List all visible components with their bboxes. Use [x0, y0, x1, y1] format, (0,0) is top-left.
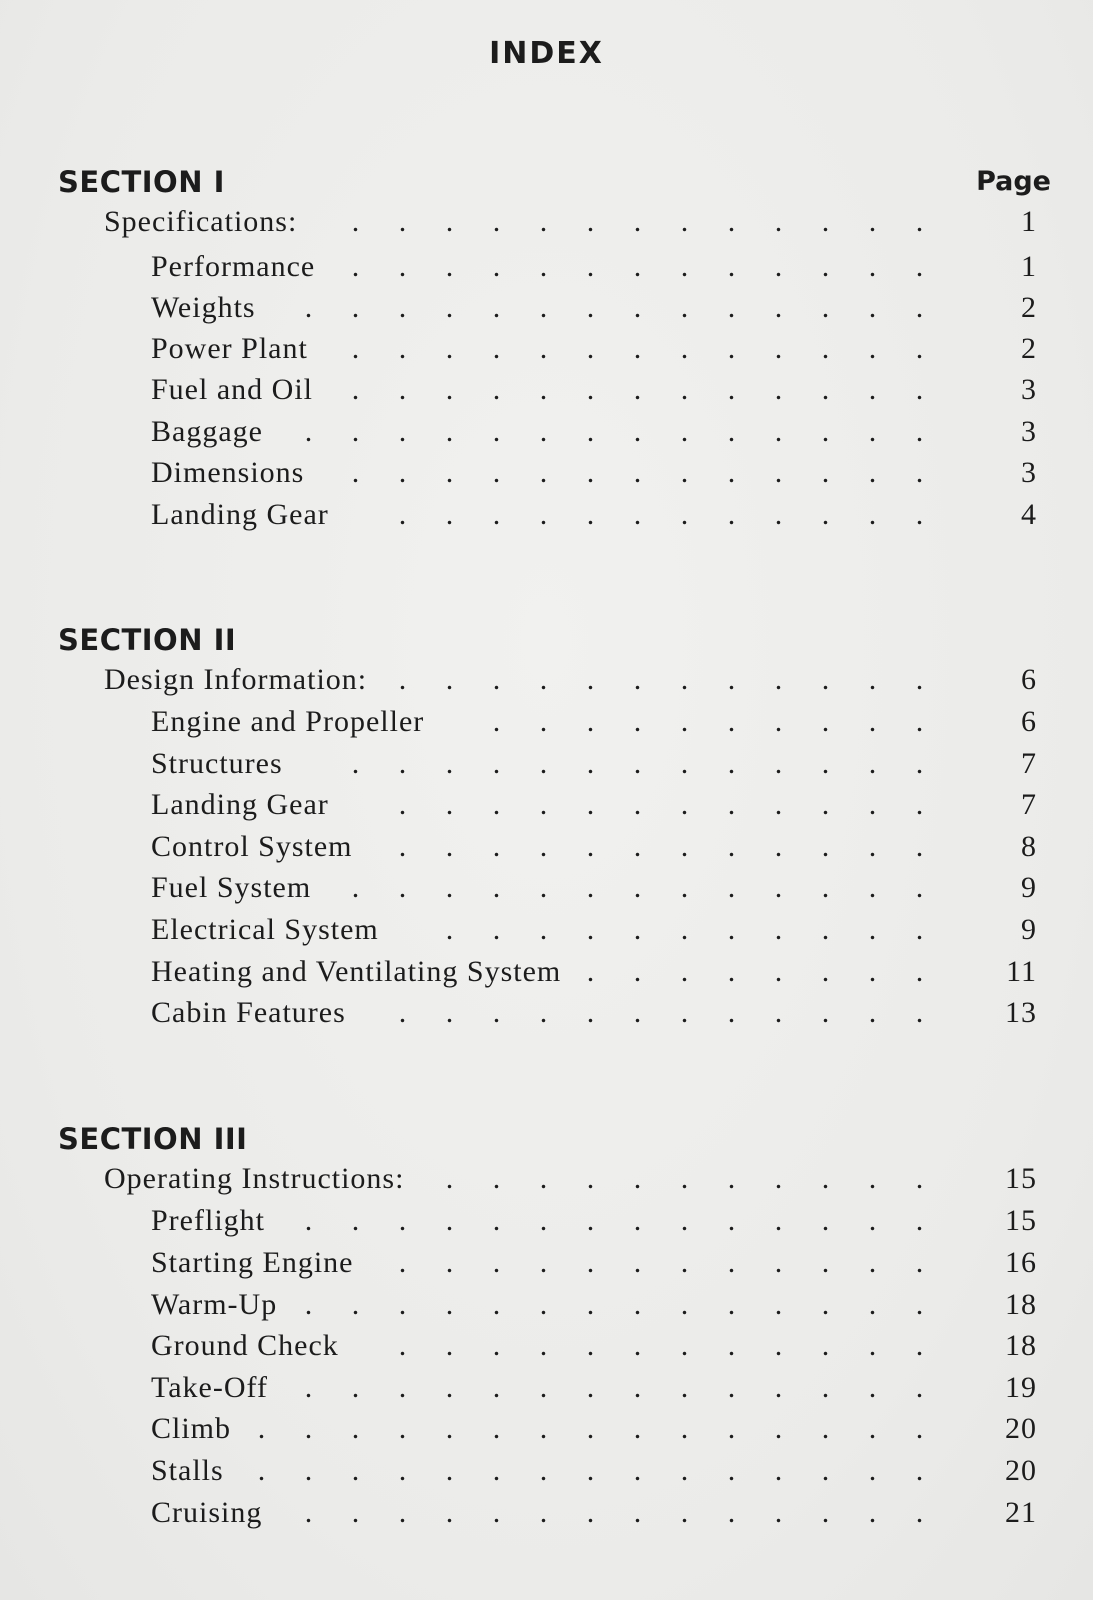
toc-entry-label: Control System — [151, 830, 353, 863]
toc-entry-label: Power Plant — [151, 332, 308, 365]
toc-entry[interactable] — [0, 1496, 1093, 1534]
toc-entry-label: Structures — [151, 747, 283, 780]
toc-entry[interactable] — [0, 1371, 1093, 1409]
toc-entry-label: Starting Engine — [151, 1246, 354, 1279]
toc-entry-label: Fuel System — [151, 871, 312, 904]
toc-entry-label: Warm-Up — [151, 1288, 278, 1321]
toc-entry-label: Performance — [151, 250, 316, 283]
toc-entry[interactable] — [0, 1288, 1093, 1326]
toc-entry-page-number: 1 — [1021, 205, 1037, 238]
toc-entry[interactable] — [0, 747, 1093, 785]
dot-leader: ............ — [398, 498, 924, 531]
dot-leader: ............ — [398, 1329, 924, 1362]
toc-entry[interactable] — [0, 1162, 1093, 1200]
dot-leader: ........... — [445, 1162, 924, 1195]
toc-entry-page-number: 7 — [1021, 788, 1037, 821]
dot-leader: ............. — [351, 332, 924, 365]
toc-entry-page-number: 11 — [1006, 955, 1037, 988]
toc-entry-label: Dimensions — [151, 456, 305, 489]
toc-entry[interactable] — [0, 1454, 1093, 1492]
toc-entry[interactable] — [0, 291, 1093, 329]
toc-entry[interactable] — [0, 913, 1093, 951]
toc-entry[interactable] — [0, 205, 1093, 243]
dot-leader: ............. — [351, 871, 924, 904]
toc-entry-label: Heating and Ventilating System — [151, 955, 562, 988]
toc-entry-page-number: 8 — [1021, 830, 1037, 863]
toc-entry-page-number: 13 — [1005, 996, 1037, 1029]
toc-entry-page-number: 20 — [1005, 1412, 1037, 1445]
toc-entry-page-number: 7 — [1021, 747, 1037, 780]
toc-entry-page-number: 9 — [1021, 871, 1037, 904]
toc-entry-label: Electrical System — [151, 913, 379, 946]
toc-entry[interactable] — [0, 373, 1093, 411]
toc-entry-page-number: 21 — [1005, 1496, 1037, 1529]
toc-entry[interactable] — [0, 332, 1093, 370]
toc-entry-label: Climb — [151, 1412, 232, 1445]
toc-entry-page-number: 16 — [1005, 1246, 1037, 1279]
toc-entry-label: Ground Check — [151, 1329, 339, 1362]
toc-entry[interactable] — [0, 456, 1093, 494]
toc-entry-label: Preflight — [151, 1204, 265, 1237]
dot-leader: ............. — [351, 205, 924, 238]
page-title: INDEX — [489, 36, 604, 71]
dot-leader: .............. — [304, 1288, 924, 1321]
toc-entry-page-number: 4 — [1021, 498, 1037, 531]
dot-leader: ........... — [445, 913, 924, 946]
dot-leader: ............ — [398, 788, 924, 821]
toc-entry-label: Landing Gear — [151, 498, 329, 531]
toc-entry-page-number: 18 — [1005, 1288, 1037, 1321]
toc-entry-label: Design Information: — [104, 663, 368, 696]
dot-leader: .............. — [304, 415, 924, 448]
toc-entry[interactable] — [0, 498, 1093, 536]
toc-entry[interactable] — [0, 1329, 1093, 1367]
section-heading: SECTION I — [58, 165, 225, 199]
toc-entry-page-number: 15 — [1005, 1162, 1037, 1195]
toc-entry-label: Cruising — [151, 1496, 263, 1529]
toc-entry[interactable] — [0, 788, 1093, 826]
dot-leader: .............. — [304, 1204, 924, 1237]
toc-entry[interactable] — [0, 955, 1093, 993]
toc-entry[interactable] — [0, 415, 1093, 453]
section-heading: SECTION III — [58, 1122, 248, 1156]
toc-entry-page-number: 2 — [1021, 332, 1037, 365]
toc-entry-label: Baggage — [151, 415, 263, 448]
toc-entry[interactable] — [0, 1246, 1093, 1284]
dot-leader: ............... — [257, 1412, 924, 1445]
section-heading: SECTION II — [58, 623, 237, 657]
toc-entry-label: Operating Instructions: — [104, 1162, 405, 1195]
toc-entry-page-number: 6 — [1021, 663, 1037, 696]
toc-entry[interactable] — [0, 996, 1093, 1034]
dot-leader: .............. — [304, 1496, 924, 1529]
toc-entry-label: Fuel and Oil — [151, 373, 313, 406]
dot-leader: ............. — [351, 250, 924, 283]
dot-leader: ............ — [398, 663, 924, 696]
toc-entry-page-number: 1 — [1021, 250, 1037, 283]
toc-entry-page-number: 18 — [1005, 1329, 1037, 1362]
dot-leader: .............. — [304, 1371, 924, 1404]
toc-entry-label: Engine and Propeller — [151, 705, 425, 738]
toc-entry-label: Cabin Features — [151, 996, 346, 1029]
dot-leader: ............ — [398, 830, 924, 863]
toc-entry-label: Stalls — [151, 1454, 224, 1487]
dot-leader: ............ — [398, 1246, 924, 1279]
toc-entry-label: Weights — [151, 291, 256, 324]
toc-entry-page-number: 3 — [1021, 373, 1037, 406]
toc-entry-page-number: 3 — [1021, 456, 1037, 489]
toc-entry[interactable] — [0, 1204, 1093, 1242]
toc-entry[interactable] — [0, 705, 1093, 743]
toc-entry-page-number: 9 — [1021, 913, 1037, 946]
dot-leader: .............. — [304, 291, 924, 324]
toc-entry-page-number: 3 — [1021, 415, 1037, 448]
toc-entry-label: Specifications: — [104, 205, 298, 238]
page-column-label: Page — [976, 166, 1051, 197]
dot-leader: ............... — [257, 1454, 924, 1487]
toc-entry-page-number: 20 — [1005, 1454, 1037, 1487]
toc-entry-label: Take-Off — [151, 1371, 268, 1404]
dot-leader: ........ — [586, 955, 924, 988]
toc-entry-page-number: 19 — [1005, 1371, 1037, 1404]
dot-leader: ............. — [351, 373, 924, 406]
toc-entry-page-number: 2 — [1021, 291, 1037, 324]
dot-leader: .......... — [492, 705, 924, 738]
toc-entry[interactable] — [0, 663, 1093, 701]
toc-entry-page-number: 15 — [1005, 1204, 1037, 1237]
dot-leader: ............. — [351, 747, 924, 780]
dot-leader: ............. — [351, 456, 924, 489]
toc-entry[interactable] — [0, 871, 1093, 909]
toc-entry[interactable] — [0, 830, 1093, 868]
dot-leader: ............ — [398, 996, 924, 1029]
toc-entry-page-number: 6 — [1021, 705, 1037, 738]
toc-entry[interactable] — [0, 250, 1093, 288]
toc-entry[interactable] — [0, 1412, 1093, 1450]
toc-entry-label: Landing Gear — [151, 788, 329, 821]
